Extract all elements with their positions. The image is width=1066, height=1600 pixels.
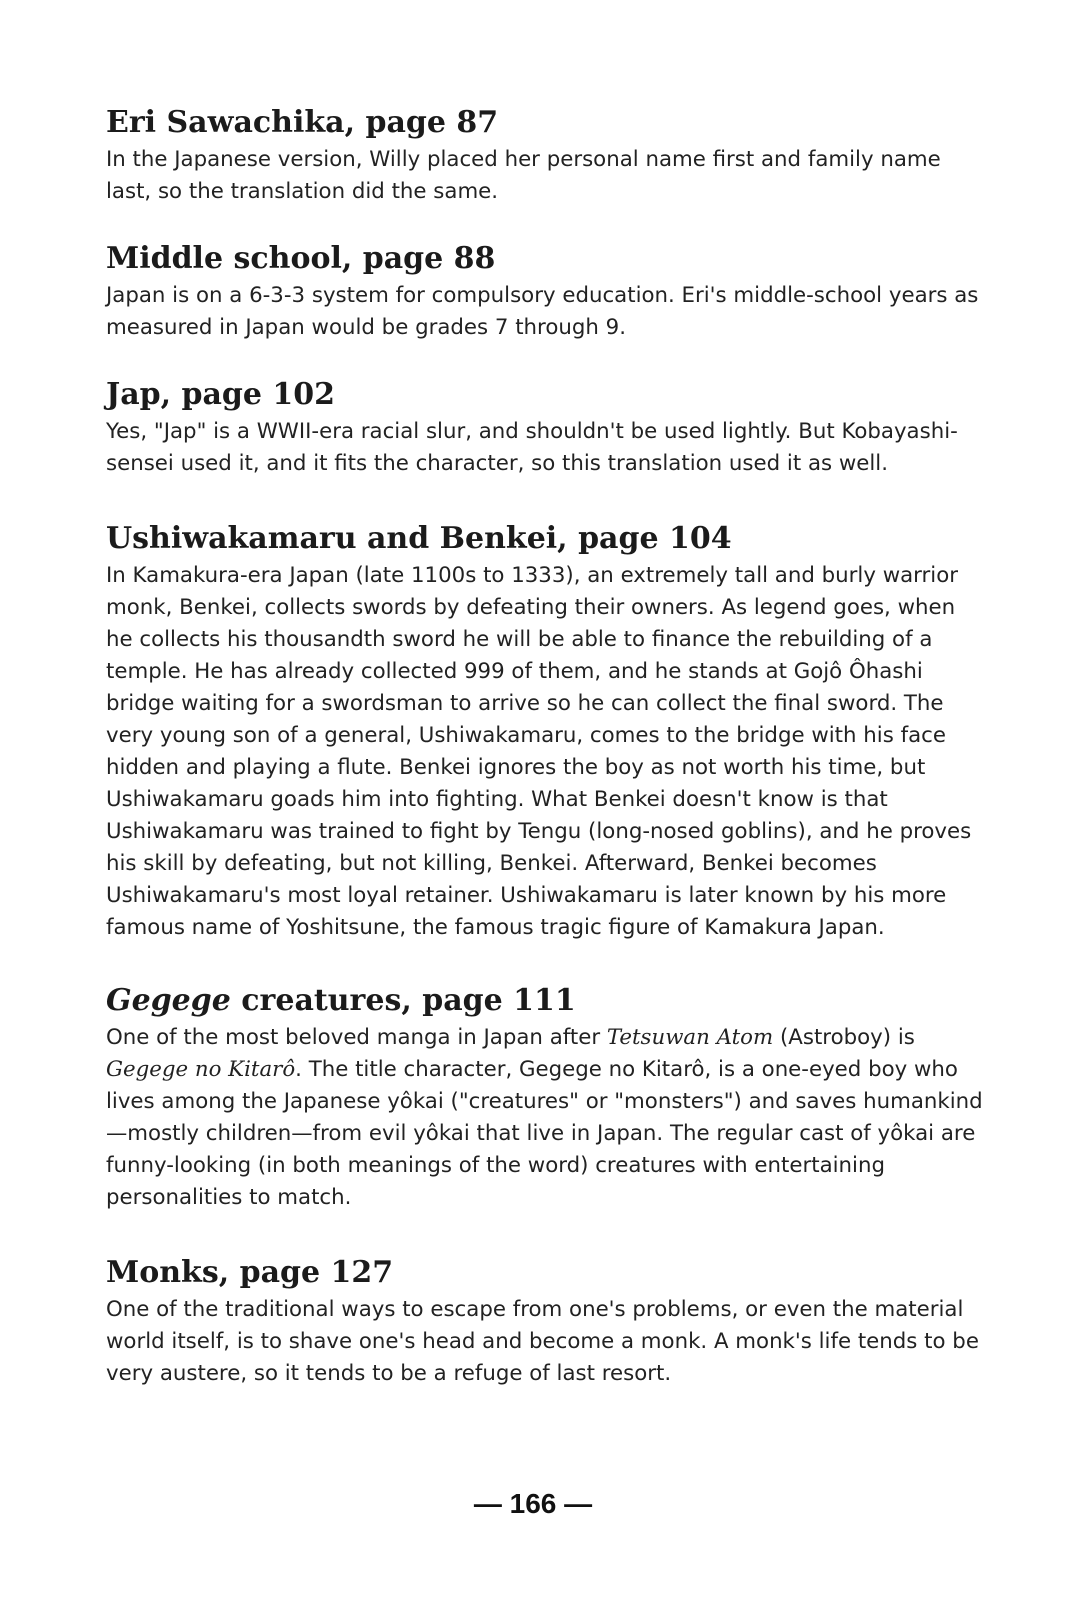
note-heading: Eri Sawachika, page 87 (106, 105, 499, 140)
note-heading (106, 982, 986, 1020)
body-text: . The title character, Gegege no Kitarô, is a one-eyed boy who lives among the Japanese yôkai ("creatures" or "monsters") and saves humankind—mostly children—from evil yôkai that live in Japan. The regular cast of yôkai are funny-looking (in both meanings of the word) creatures with entertaining personalities to match. (106, 1057, 983, 1210)
note-heading: Monks, page 127 (106, 1255, 394, 1290)
body-text: (Astroboy) is (773, 1025, 915, 1050)
note-body (106, 1022, 986, 1214)
note-gegege-creatures (106, 982, 986, 1214)
body-italic-title: Gegege no Kitarô (106, 1057, 296, 1082)
note-eri-sawachika (106, 104, 986, 208)
note-body: In the Japanese version, Willy placed her personal name first and family name last, so the translation did the same. (106, 147, 941, 204)
note-monks (106, 1254, 986, 1390)
heading-rest: creatures, page 111 (230, 983, 576, 1018)
note-ushiwakamaru-benkei (106, 520, 986, 944)
note-middle-school (106, 240, 986, 344)
body-italic-title: Tetsuwan Atom (606, 1025, 774, 1050)
body-text: One of the most beloved manga in Japan after (106, 1025, 607, 1050)
note-heading: Jap, page 102 (106, 377, 336, 412)
note-jap (106, 376, 986, 480)
note-body: Yes, "Jap" is a WWII-era racial slur, and shouldn't be used lightly. But Kobayashi-sensei used it, and it fits the character, so this translation used it as well. (106, 419, 958, 476)
note-body: Japan is on a 6-3-3 system for compulsory education. Eri's middle-school years as measured in Japan would be grades 7 through 9. (106, 283, 979, 340)
note-body: One of the traditional ways to escape from one's problems, or even the material world itself, is to shave one's head and become a monk. A monk's life tends to be very austere, so it tends to be a refuge of last resort. (106, 1297, 979, 1386)
heading-italic-title: Gegege (106, 983, 231, 1018)
note-heading: Middle school, page 88 (106, 241, 496, 276)
note-body: In Kamakura-era Japan (late 1100s to 1333), an extremely tall and burly warrior monk, Benkei, collects swords by defeating their owners. As legend goes, when he collects his thousandth sword he will be able to finance the rebuilding of a temple. He has already collected 999 of them, and he stands at Gojô Ôhashi bridge waiting for a swordsman to arrive so he can collect the final sword. The very young son of a general, Ushiwakamaru, comes to the bridge with his face hidden and playing a flute. Benkei ignores the boy as not worth his time, but Ushiwakamaru goads him into fighting. What Benkei doesn't know is that Ushiwakamaru was trained to fight by Tengu (long-nosed goblins), and he proves his skill by defeating, but not killing, Benkei. Afterward, Benkei becomes Ushiwakamaru's most loyal retainer. Ushiwakamaru is later known by his more famous name of Yoshitsune, the famous tragic figure of Kamakura Japan. (106, 563, 972, 940)
translation-notes (106, 104, 986, 1422)
note-heading: Ushiwakamaru and Benkei, page 104 (106, 521, 732, 556)
page-number: — 166 — (473, 1488, 593, 1519)
